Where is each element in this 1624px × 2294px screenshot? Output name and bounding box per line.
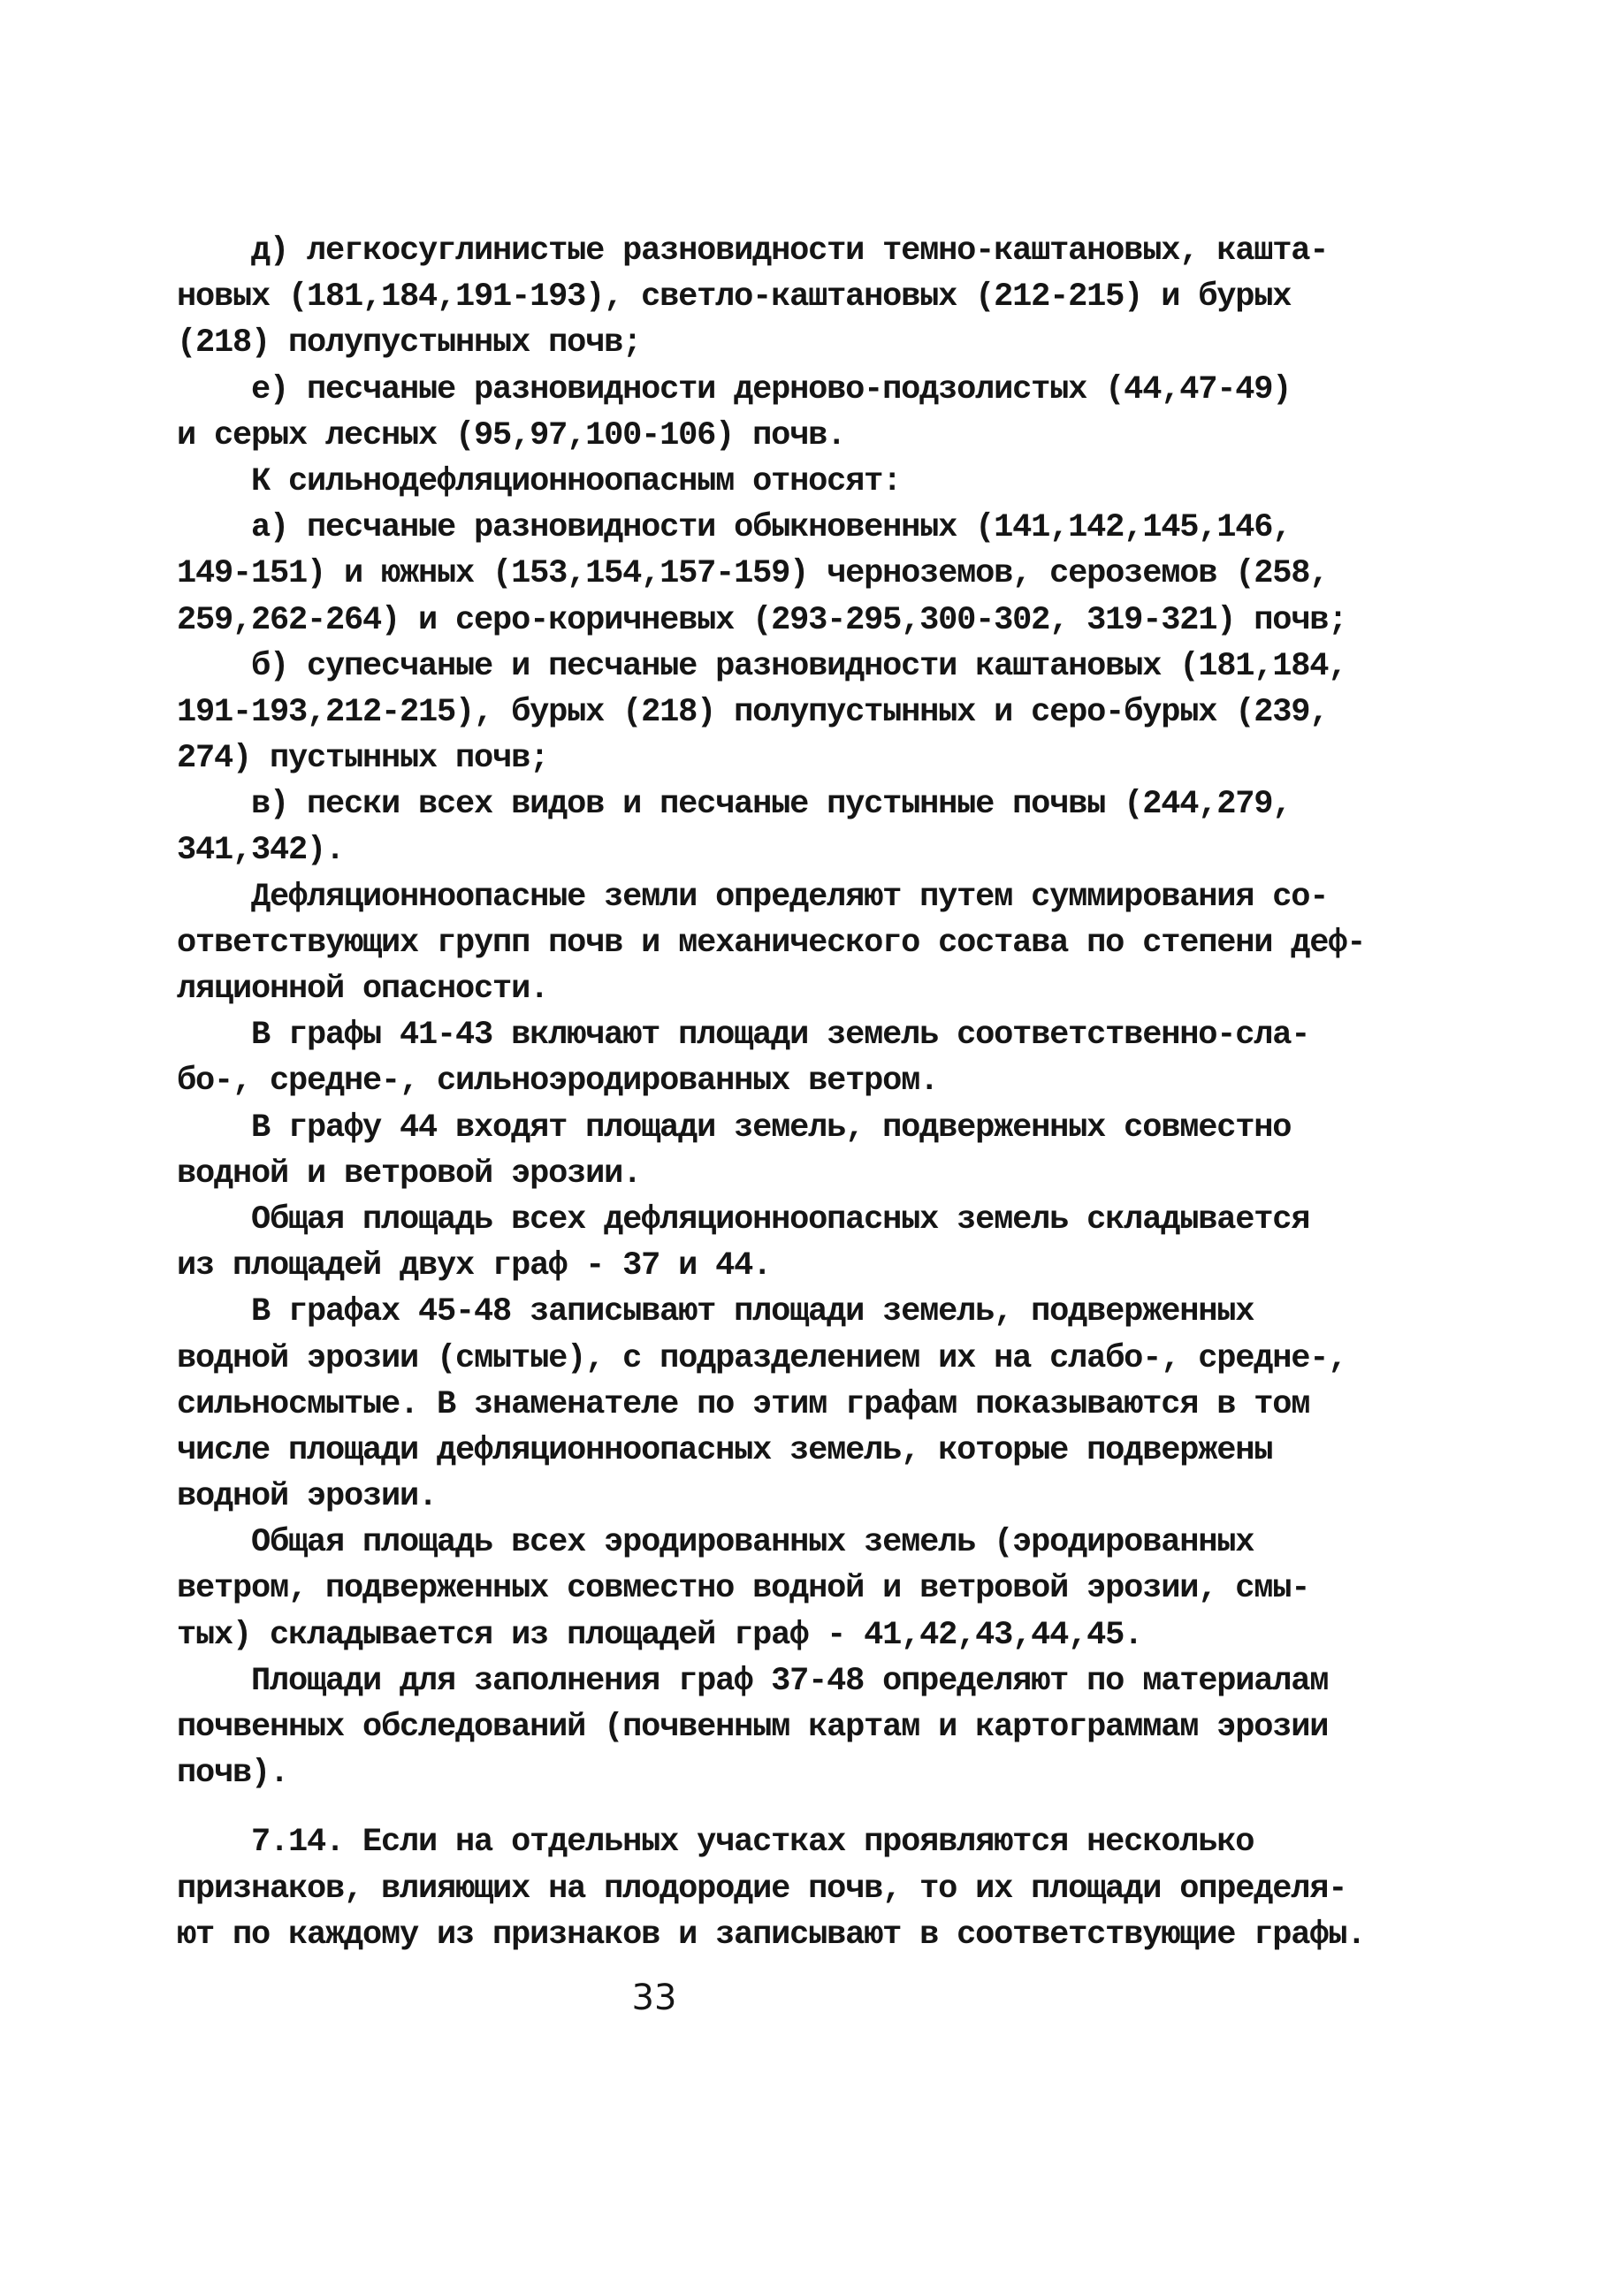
text-line: б) супесчаные и песчаные разновидности каштановых (181,184, <box>177 647 1347 685</box>
text-line: признаков, влияющих на плодородие почв, то их площади определя- <box>177 1870 1347 1908</box>
text-line: Площади для заполнения граф 37-48 определяют по материалам <box>177 1662 1329 1700</box>
text-line: новых (181,184,191-193), светло-каштановых (212-215) и бурых <box>177 278 1292 316</box>
text-line: ляционной опасности. <box>177 971 549 1008</box>
text-line: 274) пустынных почв; <box>177 740 549 778</box>
text-line: 191-193,212-215), бурых (218) полупустынных и серо-бурых (239, <box>177 693 1329 731</box>
text-line: 341,342). <box>177 832 345 870</box>
text-line: ют по каждому из признаков и записывают в соответствующие графы. <box>177 1916 1366 1954</box>
page-number: 33 <box>631 1978 677 2018</box>
text-line: 7.14. Если на отдельных участках проявляются несколько <box>177 1824 1254 1862</box>
text-line: 149-151) и южных (153,154,157-159) черноземов, сероземов (258, <box>177 555 1329 593</box>
text-line: из площадей двух граф - 37 и 44. <box>177 1247 772 1285</box>
text-line: бо-, средне-, сильноэродированных ветром. <box>177 1063 939 1101</box>
text-line: почвенных обследований (почвенным картам и картограммам эрозии <box>177 1709 1329 1746</box>
text-line: почв). <box>177 1755 289 1793</box>
text-line: ответствующих групп почв и механического состава по степени деф- <box>177 924 1366 962</box>
text-line: тых) складывается из площадей граф - 41,42,43,44,45. <box>177 1616 1143 1654</box>
text-line: водной и ветровой эрозии. <box>177 1155 642 1193</box>
paragraph-gap <box>177 1796 1379 1819</box>
text-line: Дефляционноопасные земли определяют путем суммирования со- <box>177 878 1329 916</box>
text-line: и серых лесных (95,97,100-106) почв. <box>177 416 846 454</box>
text-line: водной эрозии. <box>177 1478 438 1516</box>
text-line: (218) полупустынных почв; <box>177 324 642 362</box>
text-line: числе площади дефляционноопасных земель, которые подвержены <box>177 1431 1273 1469</box>
text-line: В графы 41-43 включают площади земель соответственно-сла- <box>177 1017 1310 1055</box>
text-line: а) песчаные разновидности обыкновенных (141,142,145,146, <box>177 509 1292 547</box>
text-line: К сильнодефляционноопасным относят: <box>177 462 902 500</box>
text-line: сильносмытые. В знаменателе по этим графам показываются в том <box>177 1385 1310 1423</box>
text-line: в) пески всех видов и песчаные пустынные почвы (244,279, <box>177 786 1292 824</box>
text-line: Общая площадь всех эродированных земель (эродированных <box>177 1524 1254 1562</box>
text-line: 259,262-264) и серо-коричневых (293-295,300-302, 319-321) почв; <box>177 601 1347 639</box>
text-line: ветром, подверженных совместно водной и ветровой эрозии, смы- <box>177 1570 1310 1608</box>
text-line: Общая площадь всех дефляционноопасных земель складывается <box>177 1200 1310 1238</box>
text-line: В графах 45-48 записывают площади земель, подверженных <box>177 1293 1254 1331</box>
text-line: д) легкосуглинистые разновидности темно-каштановых, кашта- <box>177 232 1329 270</box>
text-line: е) песчаные разновидности дерново-подзолистых (44,47-49) <box>177 370 1292 408</box>
text-line: водной эрозии (смытые), с подразделением их на слабо-, средне-, <box>177 1339 1347 1377</box>
body-text <box>177 228 1379 1958</box>
text-line: В графу 44 входят площади земель, подверженных совместно <box>177 1109 1292 1147</box>
